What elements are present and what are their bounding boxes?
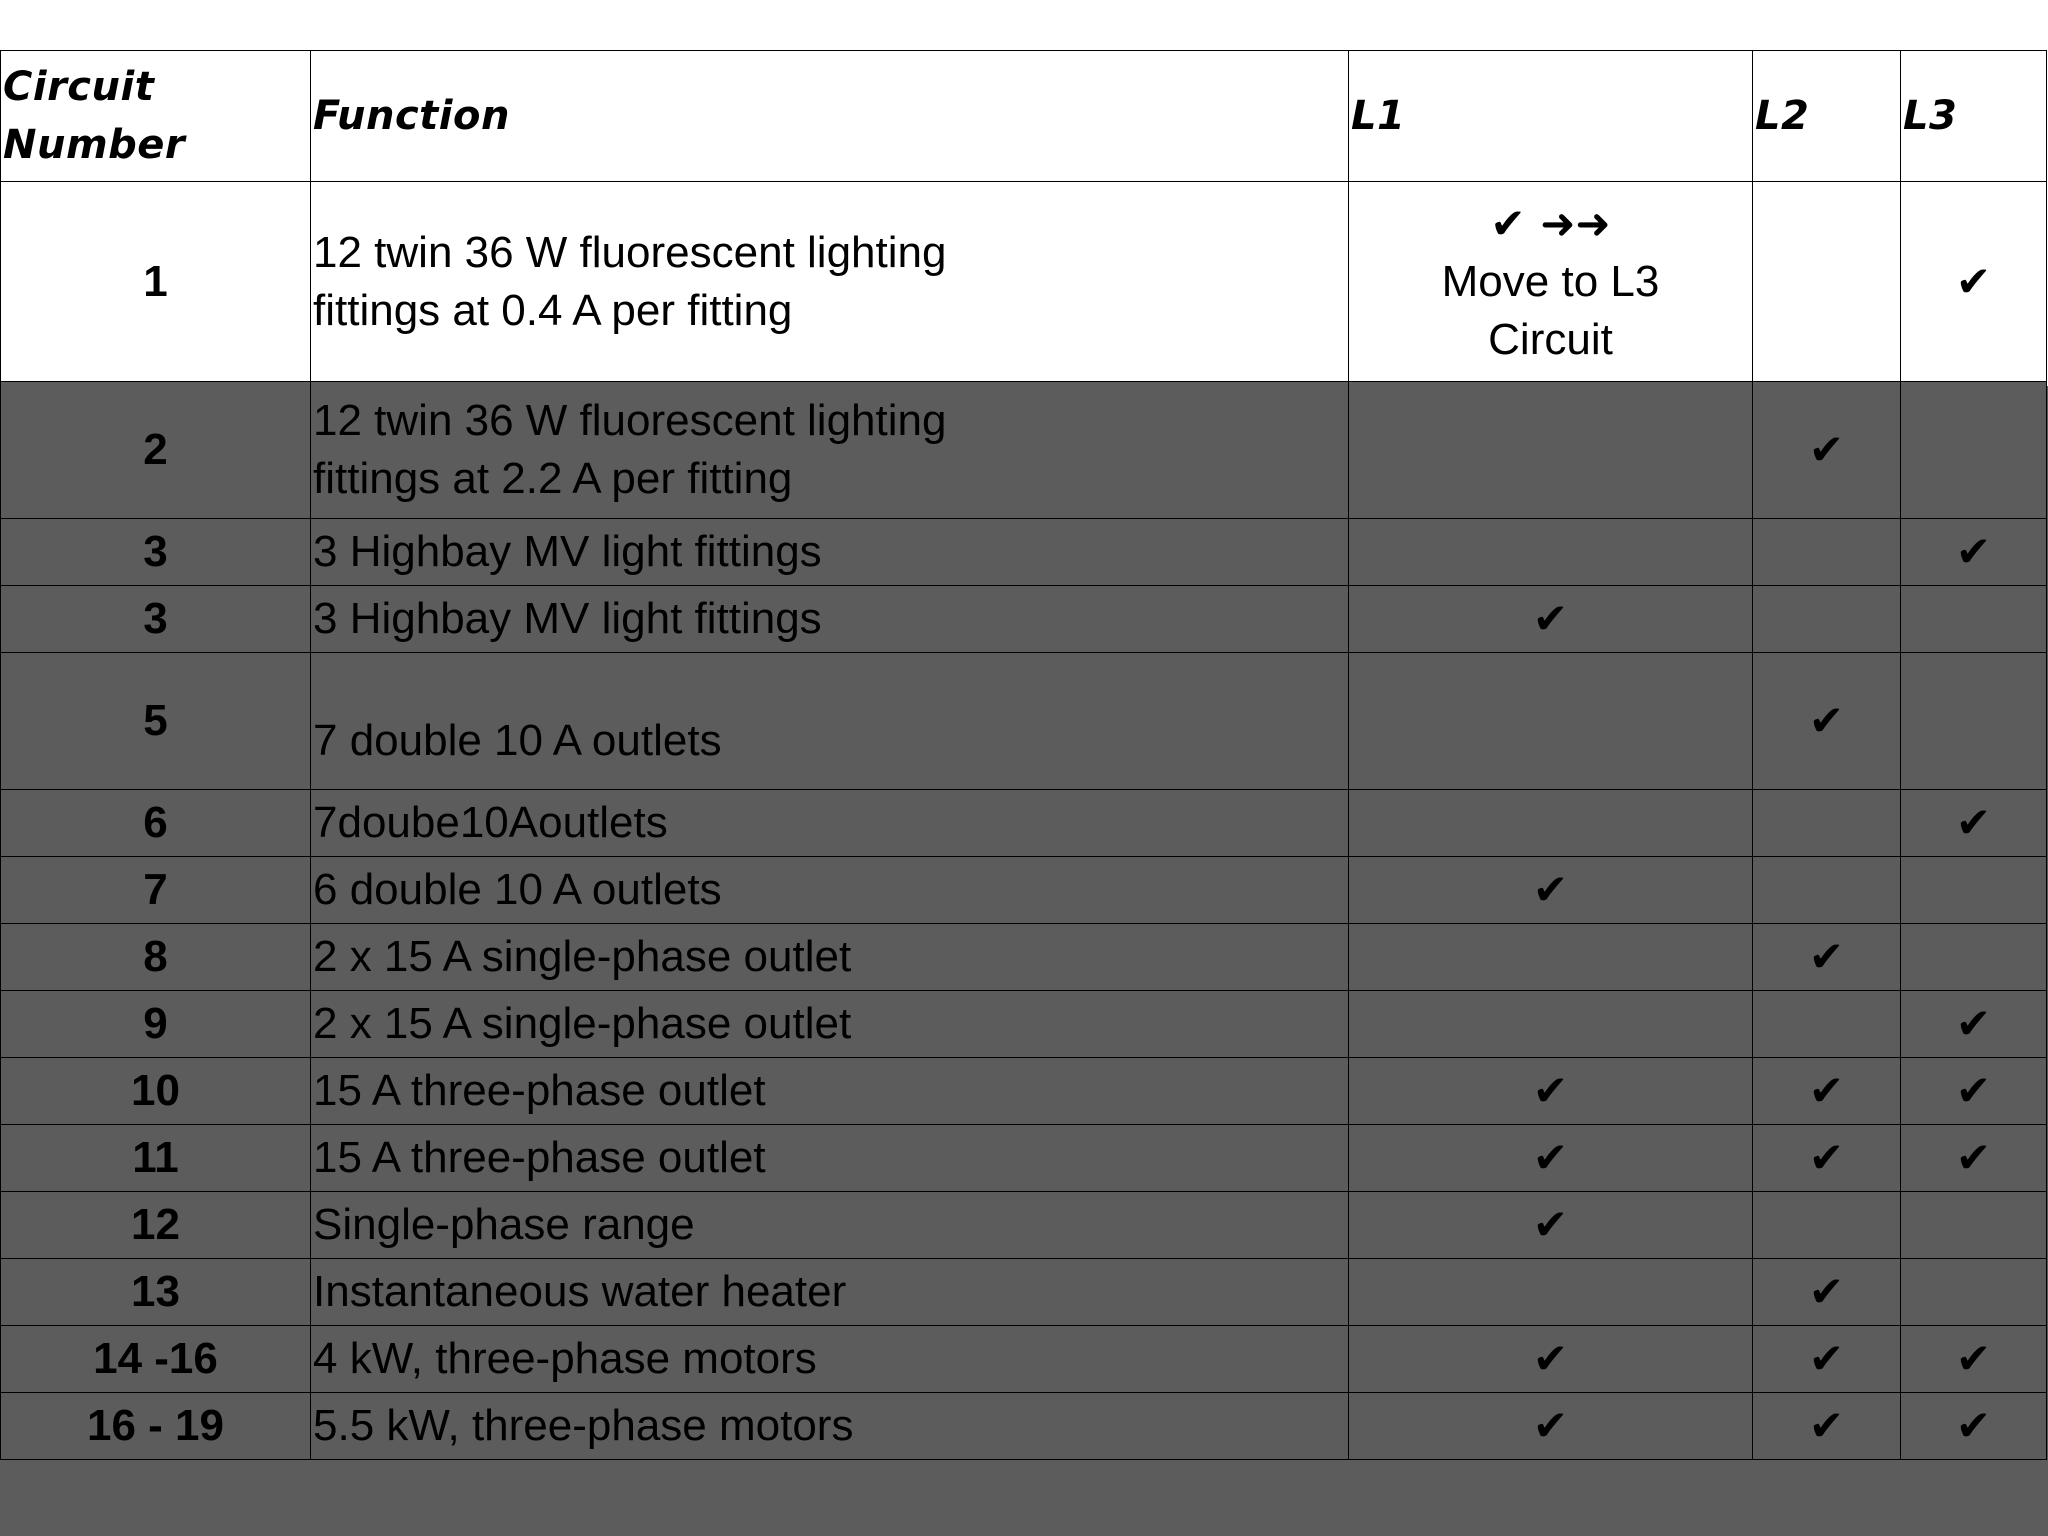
table-row (1, 1058, 2047, 1125)
check-icon: ✔ (1901, 519, 2047, 586)
function-cell: 2 x 15 A single-phase outlet (311, 991, 1349, 1058)
table-row (1, 182, 2047, 382)
circuit-number: 2 (1, 382, 311, 519)
table-row (1, 653, 2047, 790)
check-icon: ✔ (1349, 1058, 1753, 1125)
header-l1: L1 (1349, 51, 1753, 182)
circuit-number: 10 (1, 1058, 311, 1125)
table-row (1, 1192, 2047, 1259)
check-icon: ✔ (1349, 1192, 1753, 1259)
table-row (1, 519, 2047, 586)
function-cell: Instantaneous water heater (311, 1259, 1349, 1326)
l2-cell (1753, 182, 1901, 382)
l3-cell (1901, 382, 2047, 519)
function-line: 12 twin 36 W fluorescent lighting (313, 227, 947, 277)
function-cell: 3 Highbay MV light fittings (311, 519, 1349, 586)
l2-cell (1753, 586, 1901, 653)
header-function: Function (311, 51, 1349, 182)
table-row (1, 1259, 2047, 1326)
check-icon: ✔ (1901, 991, 2047, 1058)
check-icon: ✔ (1349, 857, 1753, 924)
l3-cell (1901, 1259, 2047, 1326)
check-icon: ✔ (1901, 1393, 2047, 1460)
table-row (1, 1326, 2047, 1393)
l2-cell (1753, 519, 1901, 586)
table-row (1, 857, 2047, 924)
function-line: fittings at 2.2 A per fitting (313, 454, 793, 503)
check-icon: ✔ (1753, 382, 1901, 519)
check-icon: ✔ (1349, 1326, 1753, 1393)
table-row (1, 586, 2047, 653)
table-row (1, 790, 2047, 857)
check-icon: ✔ (1349, 1125, 1753, 1192)
l2-cell (1753, 1192, 1901, 1259)
function-cell: 3 Highbay MV light fittings (311, 586, 1349, 653)
table-row (1, 924, 2047, 991)
function-cell: 4 kW, three-phase motors (311, 1326, 1349, 1393)
check-icon: ✔ (1753, 653, 1901, 790)
function-cell: 15 A three-phase outlet (311, 1125, 1349, 1192)
l1-cell (1349, 382, 1753, 519)
table-row (1, 1125, 2047, 1192)
header-row (1, 51, 2047, 182)
table-row (1, 382, 2047, 519)
check-icon: ✔ (1901, 790, 2047, 857)
check-icon: ✔ (1901, 182, 2047, 382)
check-icon: ✔ (1349, 1393, 1753, 1460)
check-icon: ✔ (1753, 924, 1901, 991)
check-icon: ✔ (1901, 1326, 2047, 1393)
header-l2: L2 (1753, 51, 1901, 182)
l2-cell (1753, 857, 1901, 924)
l3-cell (1901, 586, 2047, 653)
circuit-number: 14 -16 (1, 1326, 311, 1393)
l1-cell (1349, 790, 1753, 857)
l3-cell (1901, 1192, 2047, 1259)
table-row (1, 991, 2047, 1058)
circuit-number: 5 (1, 653, 311, 790)
l1-cell (1349, 1259, 1753, 1326)
function-cell: 15 A three-phase outlet (311, 1058, 1349, 1125)
circuit-number: 11 (1, 1125, 311, 1192)
circuit-number: 7 (1, 857, 311, 924)
circuit-number: 8 (1, 924, 311, 991)
circuit-number: 16 - 19 (1, 1393, 311, 1460)
check-arrow-icon: ✔ ➜➜ (1490, 198, 1611, 248)
function-cell: 2 x 15 A single-phase outlet (311, 924, 1349, 991)
circuit-number: 12 (1, 1192, 311, 1259)
l1-cell (1349, 653, 1753, 790)
check-icon: ✔ (1753, 1326, 1901, 1393)
function-cell: 6 double 10 A outlets (311, 857, 1349, 924)
function-cell: 7doube10Aoutlets (311, 790, 1349, 857)
l1-cell (1349, 182, 1753, 382)
l3-cell (1901, 857, 2047, 924)
function-line: 7 double 10 A outlets (313, 716, 722, 765)
check-icon: ✔ (1753, 1393, 1901, 1460)
l2-cell (1753, 790, 1901, 857)
circuit-number: 3 (1, 519, 311, 586)
check-icon: ✔ (1753, 1125, 1901, 1192)
circuit-number: 9 (1, 991, 311, 1058)
check-icon: ✔ (1901, 1058, 2047, 1125)
table-row (1, 1393, 2047, 1460)
check-icon: ✔ (1753, 1058, 1901, 1125)
circuit-number: 6 (1, 790, 311, 857)
check-icon: ✔ (1753, 1259, 1901, 1326)
header-l3: L3 (1901, 51, 2047, 182)
function-cell: Single-phase range (311, 1192, 1349, 1259)
l3-cell (1901, 653, 2047, 790)
function-line: 12 twin 36 W fluorescent lighting (313, 396, 947, 445)
l1-cell (1349, 991, 1753, 1058)
l1-cell (1349, 924, 1753, 991)
circuit-number: 3 (1, 586, 311, 653)
function-cell (311, 382, 1349, 519)
check-icon: ✔ (1349, 586, 1753, 653)
l1-cell (1349, 519, 1753, 586)
function-cell: 5.5 kW, three-phase motors (311, 1393, 1349, 1460)
circuit-number: 1 (1, 182, 311, 382)
function-line: fittings at 0.4 A per fitting (313, 285, 793, 335)
function-cell (311, 182, 1349, 382)
header-circuit-number: Circuit Number (1, 51, 311, 182)
l2-cell (1753, 991, 1901, 1058)
move-note-line: Circuit (1488, 314, 1613, 364)
circuit-number: 13 (1, 1259, 311, 1326)
function-cell (311, 653, 1349, 790)
move-note-line: Move to L3 (1441, 256, 1660, 306)
circuit-table (0, 50, 2047, 1460)
l3-cell (1901, 924, 2047, 991)
check-icon: ✔ (1901, 1125, 2047, 1192)
